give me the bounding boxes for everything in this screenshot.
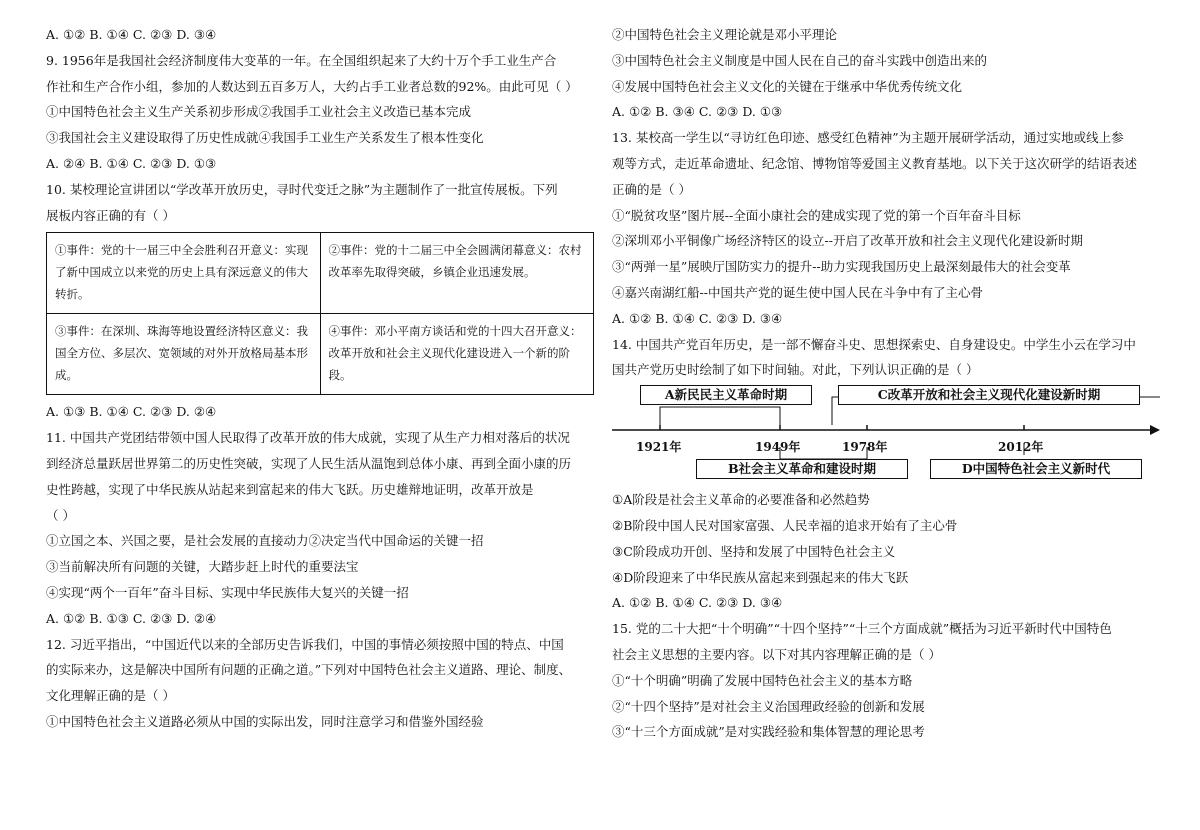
exhibition-board-table	[46, 232, 594, 395]
board-cell: ④事件：邓小平南方谈话和党的十四大召开意义：改革开放和社会主义现代化建设进入一个新的阶段。	[320, 314, 594, 395]
question-12-continued	[612, 22, 1160, 125]
question-line: 到经济总量跃居世界第二的历史性突破，实现了人民生活从温饱到总体小康、再到全面小康的历	[46, 455, 572, 471]
question-line: 史性跨越，实现了中华民族从站起来到富起来的伟大飞跃。历史雄辩地证明，改革开放是	[46, 481, 534, 497]
board-cell: ③事件：在深圳、珠海等地设置经济特区意义：我国全方位、多层次、宽领域的对外开放格局基本形成。	[47, 314, 321, 395]
answer-options: A. ①② B. ①③ C. ②③ D. ②④	[46, 610, 217, 626]
q8-options: A. ①② B. ①④ C. ②③ D. ③④	[46, 27, 217, 42]
answer-options: A. ①③ B. ①④ C. ②③ D. ②④	[46, 404, 217, 420]
answer-options: A. ②④ B. ①④ C. ②③ D. ①③	[46, 155, 217, 171]
question-10	[46, 177, 594, 425]
question-line: 9. 1956年是我国社会经济制度伟大变革的一年。在全国组织起来了大约十万个手工业生产合	[46, 52, 557, 68]
question-line: 作社和生产合作小组，参加的人数达到五百多万人，大约占手工业者总数的92%。由此可见（ ）	[46, 78, 578, 94]
board-cell: ②事件：党的十二届三中全会圆满闭幕意义：农村改革率先取得突破，乡镇企业迅速发展。	[320, 233, 594, 314]
question-line: 国共产党历史时绘制了如下时间轴。对此，下列认识正确的是（ ）	[612, 362, 979, 378]
statement-line: ②B阶段中国人民对国家富强、人民幸福的追求开始有了主心骨	[612, 517, 958, 533]
statement-line: ①“脱贫攻坚”图片展--全面小康社会的建成实现了党的第一个百年奋斗目标	[612, 207, 1021, 223]
year-label: 1978年	[842, 440, 888, 455]
question-line: 14. 中国共产党百年历史，是一部不懈奋斗史、思想探索史、自身建设史。中学生小云在学习中	[612, 336, 1136, 352]
answer-options: A. ①② B. ③④ C. ②③ D. ①③	[612, 104, 783, 120]
right-column	[612, 22, 1160, 745]
year-label: 1949年	[755, 440, 801, 455]
question-line: 11. 中国共产党团结带领中国人民取得了改革开放的伟大成就，实现了从生产力相对落后的状况	[46, 430, 570, 446]
answer-options: A. ①② B. ①④ C. ②③ D. ③④	[612, 310, 783, 326]
statement-line: ④嘉兴南湖红船--中国共产党的诞生使中国人民在斗争中有了主心骨	[612, 284, 983, 300]
question-line: 社会主义思想的主要内容。以下对其内容理解正确的是（ ）	[612, 646, 941, 662]
statement-line: ①A阶段是社会主义革命的必要准备和必然趋势	[612, 492, 870, 508]
year-label: 1921年	[636, 440, 682, 455]
question-line: 15. 党的二十大把“十个明确”“十四个坚持”“十三个方面成就”概括为习近平新时代中国特色	[612, 621, 1112, 637]
period-box-a: A新民民主义革命时期	[640, 385, 812, 405]
statement-line: ①中国特色社会主义道路必须从中国的实际出发，同时注意学习和借鉴外国经验	[46, 713, 484, 729]
question-14	[612, 332, 1160, 617]
question-line: 12. 习近平指出，“中国近代以来的全部历史告诉我们，中国的事情必须按照中国的特点、中国	[46, 636, 564, 652]
statement-line: ②深圳邓小平铜像广场经济特区的设立--开启了改革开放和社会主义现代化建设新时期	[612, 233, 1083, 249]
question-15	[612, 616, 1160, 745]
statement-line: ④发展中国特色社会主义文化的关键在于继承中华优秀传统文化	[612, 78, 963, 94]
board-cell: ①事件：党的十一届三中全会胜利召开意义：实现了新中国成立以来党的历史上具有深远意义的伟大转折。	[47, 233, 321, 314]
statement-line: ①立国之本、兴国之要，是社会发展的直接动力②决定当代中国命运的关键一招	[46, 533, 484, 549]
statement-line: ③C阶段成功开创、坚持和发展了中国特色社会主义	[612, 543, 896, 559]
statement-line: ③“两弹一星”展映厅国防实力的提升--助力实现我国历史上最深刻最伟大的社会变革	[612, 259, 1071, 275]
statement-line: ①“十个明确”明确了发展中国特色社会主义的基本方略	[612, 672, 913, 688]
answer-options: A. ①② B. ①④ C. ②③ D. ③④	[612, 595, 783, 611]
year-label: 2012年	[998, 440, 1044, 455]
question-line: 观等方式，走近革命遗址、纪念馆、博物馆等爱国主义教育基地。以下关于这次研学的结语表述	[612, 155, 1138, 171]
question-line: 正确的是（ ）	[612, 181, 691, 197]
question-line: 文化理解正确的是（ ）	[46, 688, 175, 704]
left-column	[46, 22, 594, 735]
question-line: 13. 某校高一学生以“寻访红色印迹、感受红色精神”为主题开展研学活动，通过实地或线上参	[612, 130, 1124, 146]
period-box-d: D中国特色社会主义新时代	[930, 459, 1142, 479]
question-line: 展板内容正确的有（ ）	[46, 207, 175, 223]
question-line: 的实际来办，这是解决中国所有问题的正确之道。”下列对中国特色社会主义道路、理论、制度、	[46, 662, 572, 678]
statement-line: ④实现“两个一百年”奋斗目标、实现中华民族伟大复兴的关键一招	[46, 584, 409, 600]
statement-line: ③中国特色社会主义制度是中国人民在自己的奋斗实践中创造出来的	[612, 52, 988, 68]
statement-line: ①中国特色社会主义生产关系初步形成②我国手工业社会主义改造已基本完成	[46, 104, 472, 120]
question-line: （ ）	[46, 507, 75, 523]
period-box-c: C改革开放和社会主义现代化建设新时期	[838, 385, 1140, 405]
history-timeline	[612, 385, 1160, 485]
statement-line: ③当前解决所有问题的关键，大踏步赶上时代的重要法宝	[46, 559, 359, 575]
question-9	[46, 48, 594, 177]
period-box-b: B社会主义革命和建设时期	[696, 459, 908, 479]
statement-line: ②“十四个坚持”是对社会主义治国理政经验的创新和发展	[612, 698, 925, 714]
question-12	[46, 632, 594, 735]
statement-line: ③“十三个方面成就”是对实践经验和集体智慧的理论思考	[612, 724, 925, 740]
statement-line: ③我国社会主义建设取得了历史性成就④我国手工业生产关系发生了根本性变化	[46, 130, 484, 146]
question-13	[612, 125, 1160, 331]
question-11	[46, 425, 594, 631]
question-line: 10. 某校理论宣讲团以“学改革开放历史，寻时代变迁之脉”为主题制作了一批宣传展板。下列	[46, 181, 558, 197]
statement-line: ④D阶段迎来了中华民族从富起来到强起来的伟大飞跃	[612, 569, 909, 585]
statement-line: ②中国特色社会主义理论就是邓小平理论	[612, 27, 838, 42]
